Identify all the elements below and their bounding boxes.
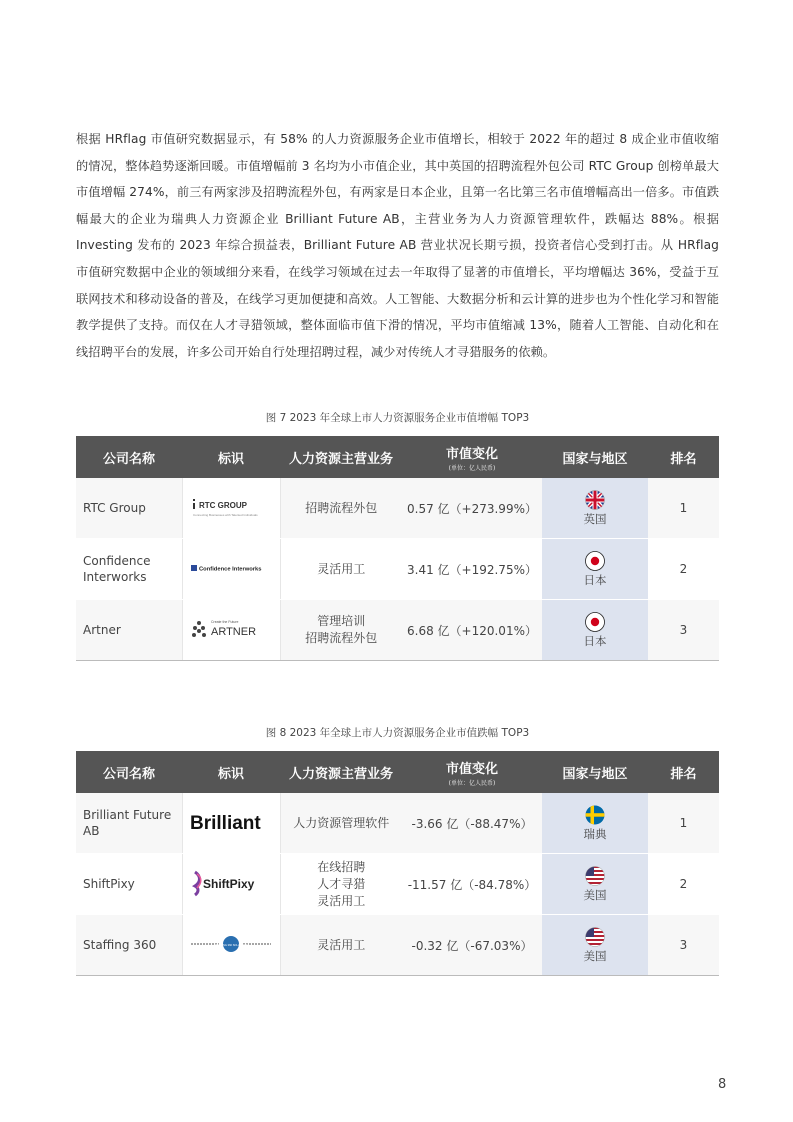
company-name: Staffing 360 (76, 915, 182, 976)
business-item: 灵活用工 (317, 937, 366, 952)
country-name: 日本 (583, 633, 607, 648)
business-cell (280, 600, 402, 661)
market-cap-change: 3.41 亿（+192.75%） (402, 539, 542, 600)
shiftpixy-logo (182, 854, 280, 915)
header-rank: 排名 (648, 751, 719, 793)
company-name-text: Brilliant Future AB (83, 808, 172, 838)
country-cell (542, 854, 648, 915)
page-number: 8 (718, 1077, 727, 1092)
table-header-row (76, 751, 719, 793)
header-company: 公司名称 (76, 751, 182, 793)
rank-cell: 1 (648, 793, 719, 854)
table-row (76, 915, 719, 976)
header-country: 国家与地区 (542, 436, 648, 478)
business-cell (280, 915, 402, 976)
table-row (76, 793, 719, 854)
rtc-group-logo (182, 478, 280, 539)
company-name (76, 793, 182, 854)
header-change-label: 市值变化 (445, 761, 498, 777)
company-name: RTC Group (76, 478, 182, 539)
header-rank: 排名 (648, 436, 719, 478)
business-item: 招聘流程外包 (305, 500, 378, 515)
artner-logo-graphic (189, 616, 273, 642)
country-name: 美国 (583, 948, 607, 963)
uk-flag-icon (585, 490, 605, 510)
brilliant-logo-graphic (189, 810, 273, 834)
japan-flag-icon (585, 612, 605, 632)
business-item: 灵活用工 (317, 893, 366, 908)
business-item: 人力资源管理软件 (293, 815, 390, 830)
business-item: 人才寻猎 (317, 876, 366, 891)
header-change (402, 751, 542, 793)
business-cell (280, 539, 402, 600)
business-cell (280, 478, 402, 539)
table-row (76, 539, 719, 600)
header-change-unit: (单位：亿人民币) (448, 464, 496, 472)
header-business: 人力资源主营业务 (280, 751, 402, 793)
market-cap-change: 0.57 亿（+273.99%） (402, 478, 542, 539)
body-paragraph: 根据 HRflag 市值研究数据显示，有 58% 的人力资源服务企业市值增长，相较于 2022 年的超过 8 成企业市值收缩的情况，整体趋势逐渐回暖。市值增幅前 3 名均为小市值企业，其中英国的招聘流程外包公司 RTC Group 创榜单最大市值增幅 274%，前三有两家涉及招聘流程外包，有两家是日本企业，且第一名比第三名市值增幅高出一倍多。市值跌幅最大的企业为瑞典人力资源企业 Brilliant Future AB，主营业务为人力资源管理软件，跌幅达 88%。根据 Investing 发布的 2023 年综合损益表，Brilliant Future AB 营业状况长期亏损，投资者信心受到打击。从 HRflag 市值研究数据中企业的领域细分来看，在线学习领域在过去一年取得了显著的市值增长，平均增幅达 36%，受益于互联网技术和移动设备的普及，在线学习更加便捷和高效。人工智能、大数据分析和云计算的进步也为个性化学习和智能教学提供了支持。而仅在人才寻猎领域，整体面临市值下滑的情况，平均市值缩减 13%，随着人工智能、自动化和在线招聘平台的发展，许多公司开始自行处理招聘过程，减少对传统人才寻猎服务的依赖。 (76, 132, 719, 359)
market-cap-change: -11.57 亿（-84.78%） (402, 854, 542, 915)
company-name-text: Confidence Interworks (83, 554, 151, 584)
company-name: Artner (76, 600, 182, 661)
table1-caption: 图 7 2023 年全球上市人力资源服务企业市值增幅 TOP3 (265, 412, 530, 424)
usa-flag-icon (585, 866, 605, 886)
confidence-interworks-logo (182, 539, 280, 600)
table-row (76, 478, 719, 539)
confidence-interworks-logo-graphic (189, 561, 273, 575)
sweden-flag-icon (585, 805, 605, 825)
market-cap-change: -0.32 亿（-67.03%） (402, 915, 542, 976)
company-name: ShiftPixy (76, 854, 182, 915)
staffing-logo-text: STAFFING 360 SOLUTIONS (214, 943, 248, 947)
rtc-logo-text: RTC GROUP (199, 500, 247, 510)
country-name: 英国 (583, 511, 607, 526)
country-cell (542, 793, 648, 854)
brilliant-logo-text: Brilliant (190, 812, 261, 834)
usa-flag-icon (585, 927, 605, 947)
header-company: 公司名称 (76, 436, 182, 478)
header-change-label: 市值变化 (445, 446, 498, 462)
header-logo: 标识 (182, 751, 280, 793)
shiftpixy-logo-text: ShiftPixy (203, 876, 255, 891)
country-name: 美国 (583, 887, 607, 902)
business-item: 灵活用工 (317, 561, 366, 576)
business-cell (280, 854, 402, 915)
header-country: 国家与地区 (542, 751, 648, 793)
rtc-group-logo-graphic (189, 494, 273, 520)
country-cell (542, 915, 648, 976)
country-name: 瑞典 (583, 826, 607, 841)
table-row (76, 854, 719, 915)
market-cap-change: -3.66 亿（-88.47%） (402, 793, 542, 854)
country-name: 日本 (583, 572, 607, 587)
confidence-logo-text: Confidence Interworks (199, 566, 262, 572)
table2-caption: 图 8 2023 年全球上市人力资源服务企业市值跌幅 TOP3 (265, 727, 530, 739)
table-header-row (76, 436, 719, 478)
market-cap-change: 6.68 亿（+120.01%） (402, 600, 542, 661)
header-change (402, 436, 542, 478)
artner-logo (182, 600, 280, 661)
header-business: 人力资源主营业务 (280, 436, 402, 478)
staffing-360-logo (182, 915, 280, 976)
rank-cell: 2 (648, 539, 719, 600)
rank-cell: 1 (648, 478, 719, 539)
business-item: 管理培训 (317, 614, 366, 628)
table-row (76, 600, 719, 661)
japan-flag-icon (585, 551, 605, 571)
country-cell (542, 600, 648, 661)
rank-cell: 3 (648, 915, 719, 976)
country-cell (542, 539, 648, 600)
market-cap-growth-table (76, 436, 719, 661)
rtc-logo-tagline: Connecting Businesses with Talented Individuals (193, 512, 258, 517)
brilliant-logo (182, 793, 280, 854)
market-cap-decline-table (76, 751, 719, 976)
artner-logo-tagline: Create the Future (211, 619, 239, 624)
staffing-360-logo-graphic (189, 934, 273, 954)
artner-logo-text: ARTNER (211, 625, 257, 638)
header-change-unit: (单位：亿人民币) (448, 779, 496, 787)
country-cell (542, 478, 648, 539)
business-item: 招聘流程外包 (305, 631, 378, 645)
rank-cell: 3 (648, 600, 719, 661)
business-cell (280, 793, 402, 854)
company-name (76, 539, 182, 600)
header-logo: 标识 (182, 436, 280, 478)
shiftpixy-logo-graphic (189, 868, 273, 898)
rank-cell: 2 (648, 854, 719, 915)
business-item: 在线招聘 (317, 859, 366, 874)
